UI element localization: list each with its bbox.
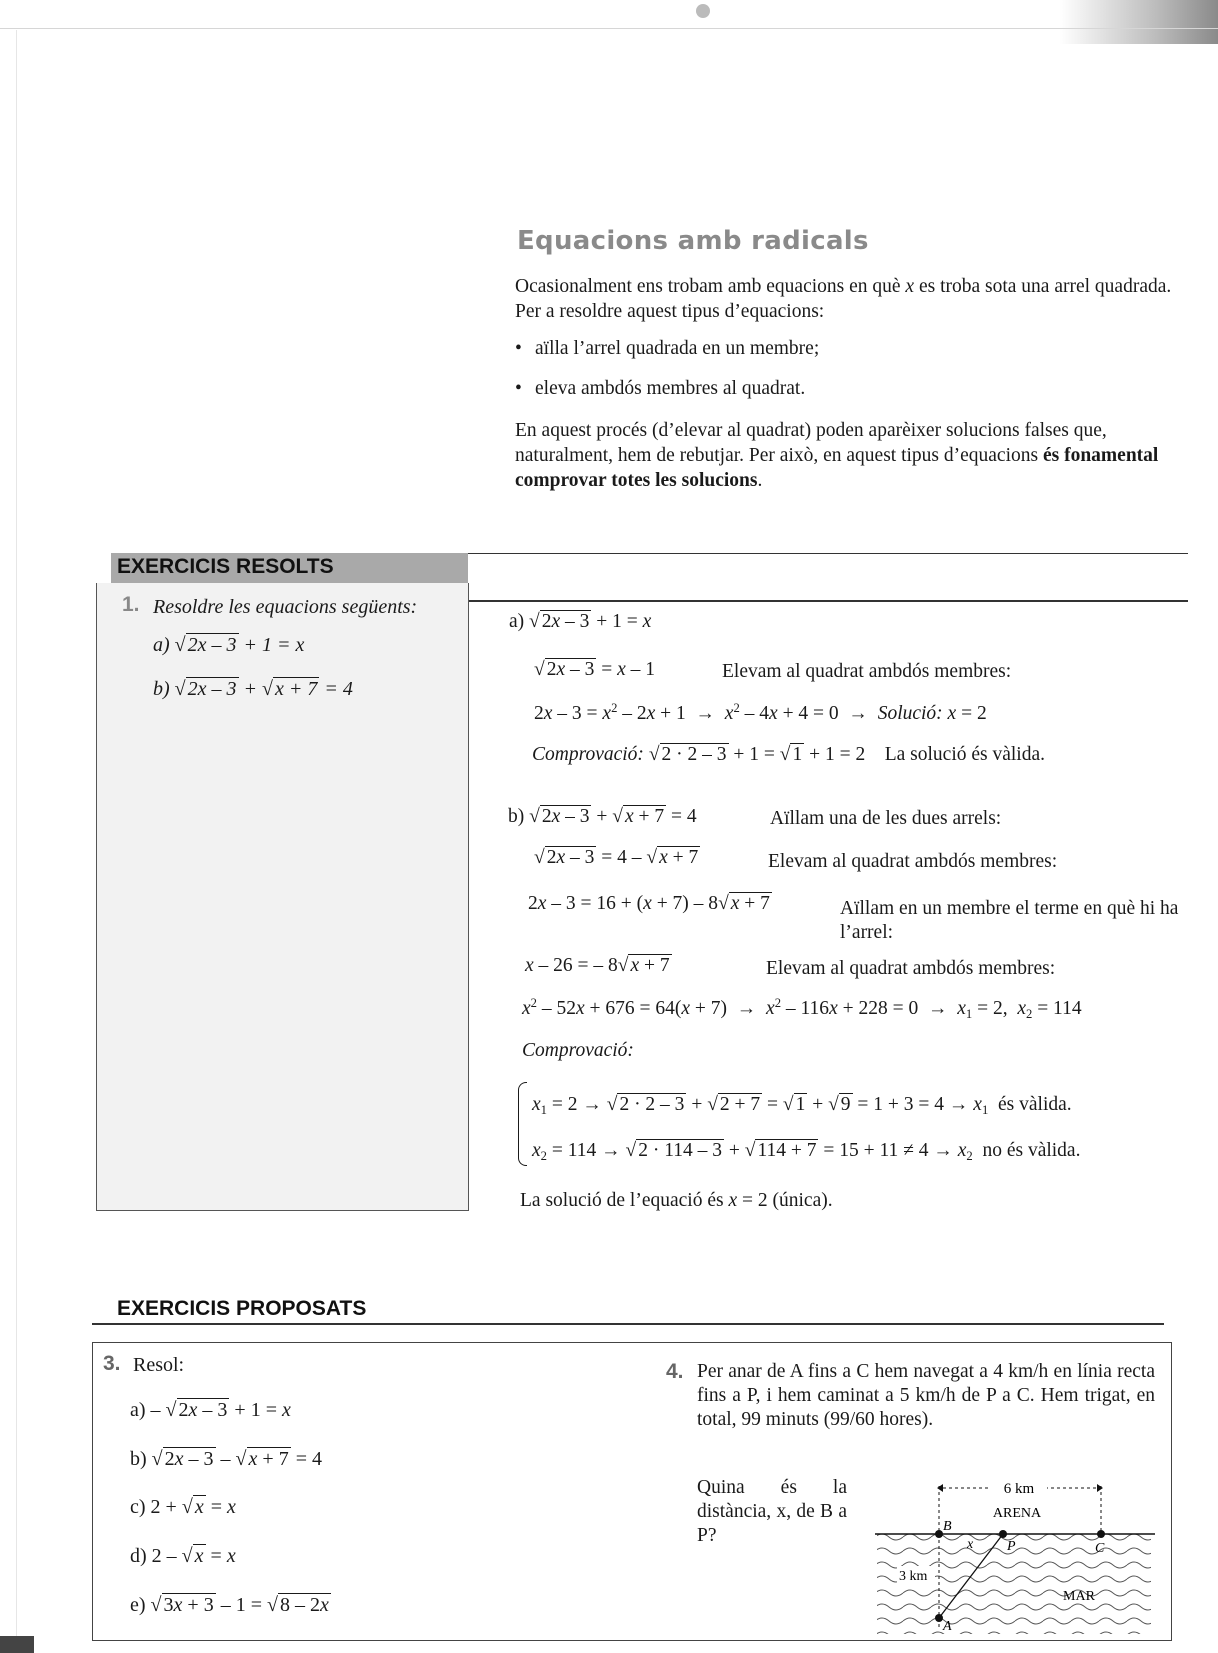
solution-b-step1: √ 2x – 3 = 4 – √ x + 7 [534, 847, 699, 868]
warning-text: En aquest procés (d’elevar al quadrat) poden aparèixer solucions falses que, naturalment, hem de rebutjar. Per això, en aquest tipus d’equacions [515, 420, 1107, 466]
step-note: Elevam al quadrat ambdós membres: [722, 661, 1012, 682]
ex3-item-d: d) 2 – √ x = x [130, 1545, 236, 1567]
conclusion-text: La solució de l’equació és [520, 1190, 724, 1211]
exercise-statement: Resoldre les equacions següents: [153, 596, 418, 618]
equation-b: b) √ 2x – 3 + √ x + 7 = 4 [153, 678, 353, 700]
check-label [522, 1040, 634, 1062]
ex3-item-e: e) √ 3x + 3 – 1 = √ 8 – 2x [130, 1594, 329, 1616]
coast-diagram-svg [875, 1472, 1155, 1634]
proposats-rule [92, 1323, 1164, 1325]
item-label: b) [153, 678, 170, 700]
step-note: Elevam al quadrat ambdós membres: [766, 958, 1056, 979]
item-label: b) [508, 806, 525, 827]
label-p: P [1007, 1539, 1016, 1554]
label-b: B [943, 1519, 952, 1534]
warning-bold: és fonamental comprovar totes les solucions [515, 445, 1159, 491]
page-edge-shadow [1060, 0, 1218, 44]
bullet-text: eleva ambdós membres al quadrat. [535, 378, 806, 399]
top-rule [0, 28, 1218, 29]
warning-end: . [757, 470, 763, 491]
intro-text-1: Ocasionalment ens trobam amb equacions en què [515, 276, 901, 297]
point-a [935, 1614, 943, 1622]
exercise-statement: Per anar de A fins a C hem navegat a 4 km/h en línia recta fins a P, i hem caminat a 5 km/h de P a C. Hem trigat, en total, 99 minuts (99/60 hores). [697, 1361, 1155, 1430]
exercise-number: 4. [666, 1360, 684, 1383]
equation-a: a) √ 2x – 3 + 1 = x [153, 634, 305, 656]
intro-var-x: x [905, 276, 915, 297]
conclusion-end: (única). [772, 1190, 833, 1211]
step-note: Aïllam en un membre el terme en què hi ha l’arrel: [840, 898, 1179, 943]
corner-mark [0, 1636, 34, 1653]
step-note: Aïllam una de les dues arrels: [770, 808, 1002, 829]
solution-b-step3: x – 26 = – 8√ x + 7 [525, 955, 670, 976]
valid-note: La solució és vàlida. [884, 744, 1046, 765]
distance-side-label: 3 km [899, 1569, 928, 1584]
proposats-header: EXERCICIS PROPOSATS [117, 1297, 367, 1320]
left-rule [16, 30, 17, 1650]
warning-paragraph [515, 418, 1190, 493]
solution-b-equation: b) √ 2x – 3 + √ x + 7 = 4 [508, 806, 697, 827]
coast-diagram [875, 1472, 1155, 1639]
solution-a-step2: $2x - 3 = x^2 - 2x + 1 \to x^2 - 4x + 4 = 0$ → Solució: x = 2 [534, 701, 987, 724]
label-x: x [967, 1537, 974, 1552]
item-label: a) [153, 634, 170, 656]
ex3-item-b: b) √ 2x – 3 – √ x + 7 = 4 [130, 1448, 322, 1470]
exercise-question: Quina és la distància, x, de B a P? [697, 1477, 847, 1546]
item-label: a) [509, 611, 525, 632]
invalid-note: no és vàlida. [982, 1140, 1081, 1161]
solution-a-equation: a) √ 2x – 3 + 1 = x [509, 611, 652, 632]
sea-label: MAR [1063, 1589, 1095, 1604]
check-x2: $x_2 = 114$ → √ 2 · 114 – 3 + √ $114 + 7 = 15 + 11 \ne 4 \to x_2$ no és vàlida. [532, 1140, 1081, 1163]
ex3-item-a: a) – √ 2x – 3 + 1 = x [130, 1399, 291, 1421]
label-a: A [943, 1619, 952, 1634]
point-c [1097, 1530, 1105, 1538]
bullet-text: aïlla l’arrel quadrada en un membre; [535, 338, 820, 359]
point-b [935, 1530, 943, 1538]
exercise-number: 3. [103, 1352, 121, 1375]
solution-a-step1: √ 2x – 3 = x – 1 [534, 659, 656, 680]
intro-paragraph [515, 274, 1190, 324]
valid-note: és vàlida. [998, 1094, 1072, 1115]
exercise-title: Resol: [133, 1354, 185, 1376]
check-label: Comprovació: [532, 744, 644, 765]
conclusion: La solució de l’equació és x = 2 (única). [520, 1190, 833, 1211]
solution-b-step2: 2x – 3 = 16 + (x + 7) – 8√ x + 7 [528, 893, 770, 914]
solution-a-check: Comprovació: √ 2 · 2 – 3 + 1 = √ 1 + 1 = 2 La solució és vàlida. [532, 744, 1046, 765]
solution-b-step4: $x^2 - 52x + 676 = 64(x + 7) \to x^2 - 116x + 228 = 0 \to x_1 = 2$, $x_2 = 114$ [522, 996, 1082, 1021]
system-brace [518, 1082, 527, 1166]
land-label: ARENA [992, 1506, 1042, 1521]
ex3-item-c: c) 2 + √ x = x [130, 1496, 236, 1518]
intro-text-2: es troba sota una arrel quadrada. Per a resoldre aquest tipus d’equacions: [515, 276, 1172, 322]
bullet-item: • eleva ambdós membres al quadrat. [515, 378, 806, 399]
distance-top-label: 6 km [1003, 1481, 1035, 1497]
solution-label: Solució: [877, 703, 943, 724]
point-p [999, 1530, 1007, 1538]
step-note: Elevam al quadrat ambdós membres: [768, 851, 1058, 872]
label-c: C [1095, 1541, 1105, 1556]
check-x1: $x_1 = 2$ → √ 2 · 2 – 3 + √ 2 + 7 = √ 1 + √ $9 = 1 + 3 = 4 \to x_1$ és vàlida. [532, 1094, 1072, 1117]
check-label-text: Comprovació: [522, 1040, 634, 1061]
section-title: Equacions amb radicals [517, 226, 869, 256]
punch-mark [696, 4, 710, 18]
bullet-item: • aïlla l’arrel quadrada en un membre; [515, 338, 820, 359]
resolts-header: EXERCICIS RESOLTS [117, 555, 334, 578]
resolts-rule [468, 600, 1188, 602]
exercise-number: 1. [122, 593, 140, 616]
